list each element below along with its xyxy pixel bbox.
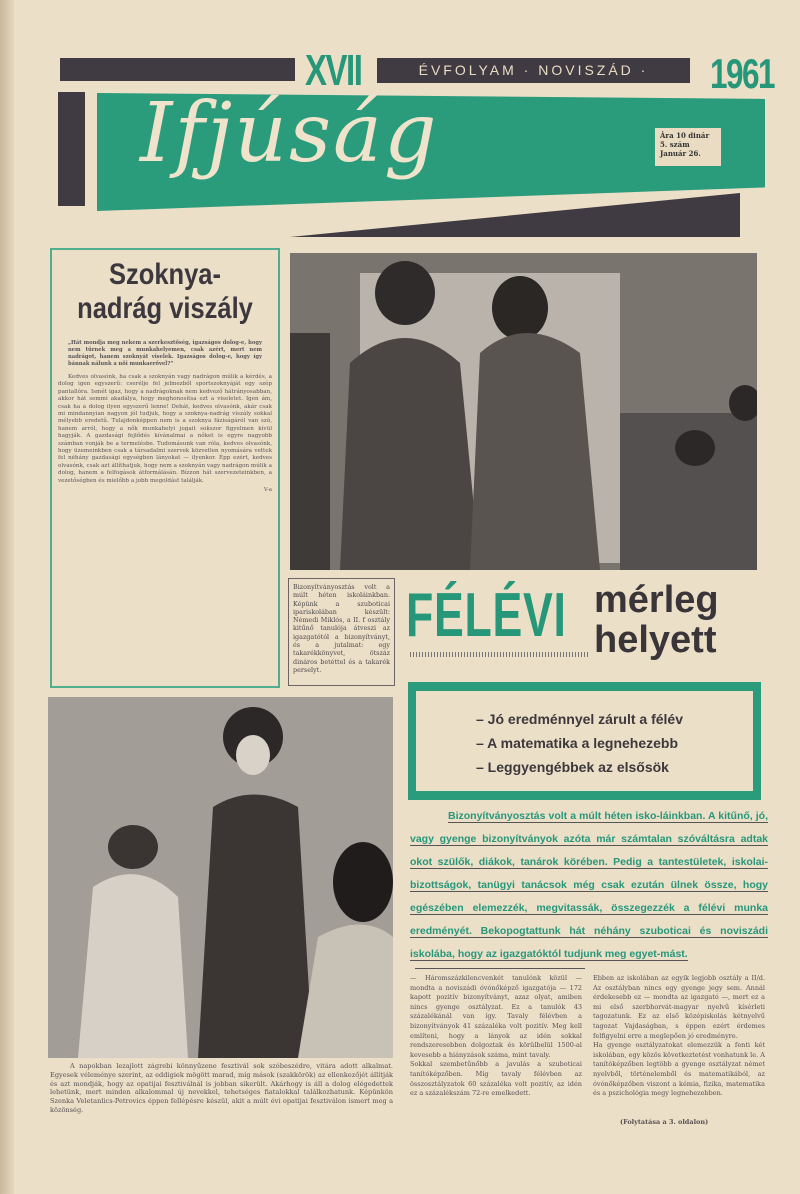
page-edge (0, 0, 14, 1194)
column-rule (415, 968, 585, 969)
bullet-1: – Jó eredménnyel zárult a félév (476, 711, 683, 727)
left-article-body: Kedves olvasónk, ha csak a szoknyán vagy nadrágon múlik a kérdés, a dolog igen egyszerű: cserélje fel jelmezből sportszoknyáját egy szép pantallóra. Ismét igaz, hogy a nadrágoknak nem kedvező hátrányosabban, akkor hát semmi akadálya, hogy meghonosítsa ezt a viseletet. Igen ám, csak ha a dolog ilyen egyszerű lenne! Dehát, kedves olvasónk, akár csak mi mindannyian nagyon jól tudjuk, hogy a szoknya-nadrág viszály sokkal mélyebb eredetű. Tulajdonképpen nem is a szoknya fáziságáról van szó, hanem arról, hogy a nők munkahelyi jogait sokszor figyelmen kívül hagyják. A gazdasági fejlődés kívánalmai a nőket is egyre nagyobb számban vonják be a termelésbe. Tudomásunk van róla, kedves olvasónk, hogy üzemeinkben csak a társadalmi szervek közvetlen nyomására vettek fel néhány gazdasági egységben lányokat — ilyenkor. Épp ezért, kedves olvasónk, csak azt állíthatjuk, hogy nem a szoknyán vagy nadrágon múlik a dolog, hanem a felfogások átformálásán. Bízzon hát szervezeteinkben, a vezetőségben és mielőbb a jobb megoldást találják. (58, 374, 272, 484)
masthead-side-bar (58, 92, 85, 206)
photo-caption-top: Bizonyítványosztás volt a múlt héten iskoláinkban. Képünk a szuboticai ipariskolában készült: Némedi Miklós, a II. f osztály kitűnő tanulója átveszi az igazgatótól a bizonyítványt, és a jutalmat: egy takarékkönyvet, ötszáz dináros betéttel és a takarék perselyt. (288, 578, 395, 686)
main-article-lead (410, 805, 768, 966)
year: 1961 (710, 50, 775, 97)
bullet-3: – Leggyengébbek az elsősök (476, 759, 669, 775)
photo-figures (290, 253, 757, 570)
left-article-signature: V-a (263, 487, 272, 494)
headline-merleg-helyett (594, 580, 719, 660)
photo-certificate-ceremony (290, 253, 757, 570)
volume-number: XVII (305, 46, 362, 95)
subheadline-box (408, 682, 761, 800)
lead-text: Bizonyítványosztás volt a múlt héten isko-láinkban. A kitűnő, jó, vagy gyenge bizonyítványok azóta már számtalan szóváltásra adtak okot szülők, diákok, tanárok körében. Pedig a tantestületek, iskolai-bizottságok, tanügyi tanácsok még csak ezután ülnek össze, hogy egészében elemezzék, megvitassák, összegezzék a félévi munka eredményét. Bekopogtattunk hát néhány szuboticai és noviszádi iskolába, hogy az igazgatóktól tudjunk meg egyet-mást. (410, 810, 768, 960)
photo-figures (48, 697, 393, 1058)
price: Ára 10 dinár (660, 131, 710, 140)
left-article-intro: „Hát mondja meg nekem a szerkesztőség, igazságos dolog-e, hogy nem tűrnek meg a munkahelyemen, csak azért, mert nem nadrágot, hanem szoknyát viselek. Igazságos dolog-e, hogy így bánnak nálunk a női munkaerővel?” (68, 340, 262, 367)
photo-singer (48, 697, 393, 1058)
continued-note: (Folytatása a 3. oldalon) (620, 1118, 709, 1126)
masthead-bar-left (60, 58, 295, 81)
masthead-strap: ÉVFOLYAM · NOVISZÁD · (377, 58, 690, 83)
newspaper-title: Ifjúság (140, 86, 439, 181)
photo-caption-bottom: A napokban lezajlott zágrebi könnyűzene fesztivál sok szóbeszédre, vitára adott alkalmat. Egyesek véleménye szerint, az eddigiek mögött marad, míg mások (szakkörök) az ellenkezőjét állítják és azt mondják, hogy az opatijai fesztiválnál is jobban sikerült. Akárhogy is áll a dolog elégedettek lehetünk, mert minden alkalommal új nevekkel, tehetséges fiatalokkal találkozhatunk. Képünkön Szenka Veletanlics-Petrovics éppen fellépésre készül, akit a múlt évi opatijai fesztiválon ismert meg a közönség. (50, 1062, 393, 1114)
main-article-column-2: Ebben az iskolában az egyik legjobb osztály a II/d. Az osztályban nincs egy gyenge jegy sem. Annál érdekesebb ez — mondta az igazgató —, mert ez a mi első szerbhorvát-magyar nyelvű kísérleti tagozatunk. Ez az első középiskolás kétnyelvű tagozat Vajdaságban, s éppen ezért érdemes felfigyelni erre a meglepően jó eredményre. Ha gyenge osztályzatokat elemezzük a fenti két iskolában, egy közös következtetést vonhatunk le. A tanítóképzőben legtöbb a gyenge osztályzat német nyelvből, történelemből és matematikából, az óvónőképzőben viszont a kémia, fizika, matematika és a pszichológia megy legnehezebben. (593, 974, 765, 1098)
rule-decorative (410, 652, 590, 657)
issue-number: 5. szám (660, 140, 690, 149)
headline-felevi: FÉLÉVI (406, 581, 567, 650)
left-article-headline: Szoknya-nadrág viszály (77, 258, 253, 325)
left-article (50, 248, 280, 688)
issue-date: Január 26. (660, 149, 701, 158)
headline-helyett: helyett (594, 619, 717, 661)
bullet-2: – A matematika a legnehezebb (476, 735, 679, 751)
headline-merleg: mérleg (594, 579, 719, 621)
issue-info (655, 128, 721, 166)
main-article-column-1: — Háromszázkilencvenkét tanulónk közül — mondta a noviszádi óvónőképző igazgatója — 172 kapott pozitív bizonyítványt, azaz olyat, amiben nincs gyenge osztályzat. Ez a tanulók 43 százalékánál van így. Tavaly félévben a bizonyítványok 41 százaléka volt pozitív. Meg kell említeni, hogy a lányok az idén sokkal rendszeresebben dolgoztak és körülbelül 1500-al kevesebb a hiányzások száma, mint tavaly. Sokkal szembetűnőbb a javulás a szuboticai tanítóképzőben. Míg tavaly félévben az összosztályzatok 60 százaléka volt pozitív, az idén ez a százalékszám 72-re emelkedett. (410, 974, 582, 1098)
